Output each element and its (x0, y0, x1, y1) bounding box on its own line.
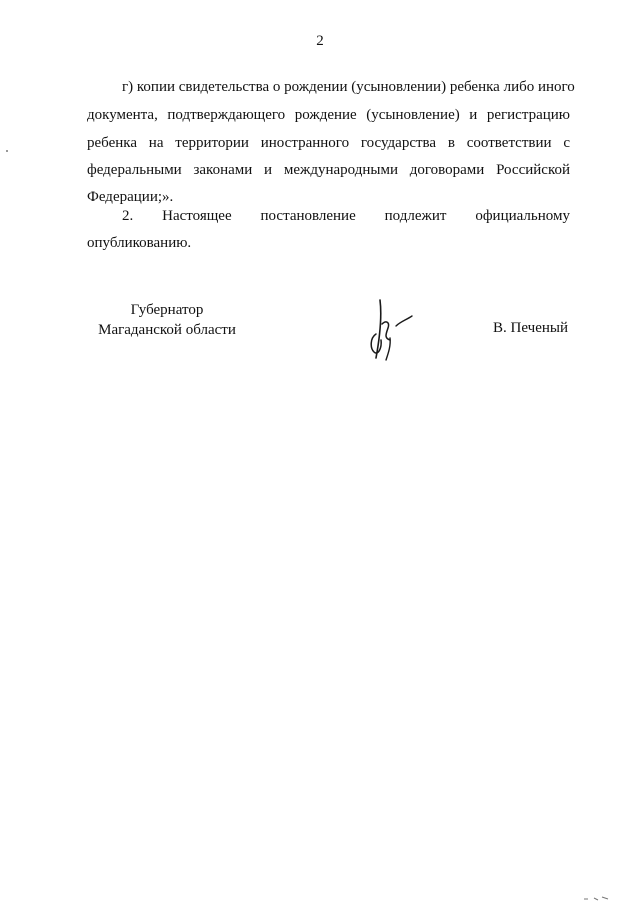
paragraph-line: 2. Настоящее постановление подлежит официальному (122, 208, 570, 224)
signatory-title-line: Магаданской области (98, 322, 236, 338)
paragraph-line: федеральными законами и международными договорами Российской (87, 162, 570, 178)
signatory-title-line: Губернатор (130, 302, 204, 318)
paragraph-line: Федерации;». (87, 189, 174, 205)
handwritten-signature (360, 286, 430, 366)
paragraph-line: ребенка на территории иностранного государства в соответствии с (87, 135, 570, 151)
signatory-name: В. Печеный (493, 320, 568, 336)
paragraph-line: г) копии свидетельства о рождении (усыновлении) ребенка либо иного (122, 79, 575, 95)
paragraph-line: опубликованию. (87, 235, 192, 251)
page-number: 2 (316, 33, 324, 49)
scan-artifact (582, 895, 612, 901)
signatory-title (87, 300, 247, 340)
paragraph-line: документа, подтверждающего рождение (усыновление) и регистрацию (87, 107, 570, 123)
scan-dot (6, 150, 8, 152)
